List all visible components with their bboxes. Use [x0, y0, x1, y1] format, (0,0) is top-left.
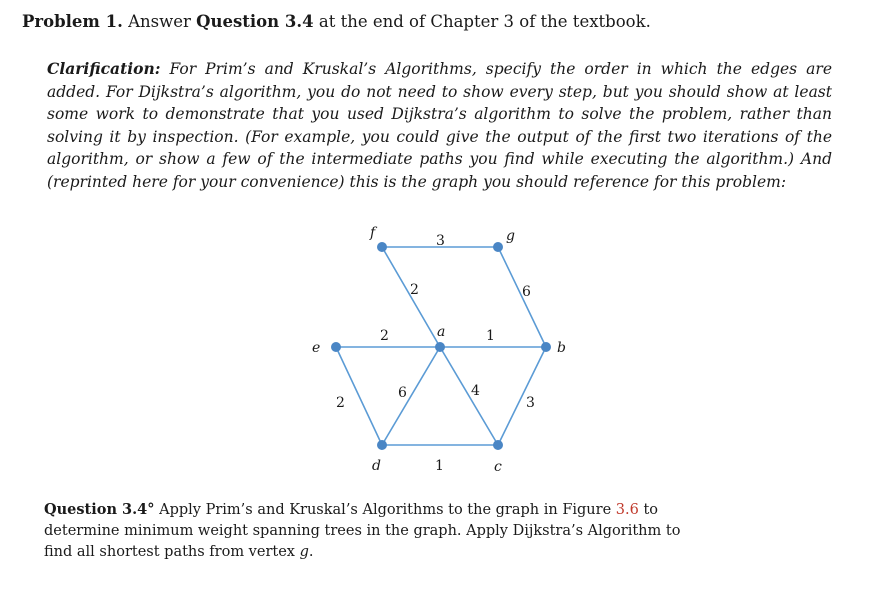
vertex-c-node — [494, 441, 503, 450]
question-vertex: g — [299, 544, 309, 560]
vertex-e-label: e — [312, 340, 321, 356]
clarification-body: For Prim’s and Kruskal’s Algorithms, specify the order in which the edges are added. For Dijkstra’s algorithm, you do not need to show every step, but you should show at least some work to demonstrate that you used Dijkstra’s algorithm to solve the problem, rather than solving it by inspection. (For example, you could give the output of the first two iterations of the algorithm, or show a few of the intermediate paths you find while executing the algorithm.) And (reprinted here for your convenience) this is the graph you should reference for this problem: — [47, 60, 832, 191]
weight-e-a: 2 — [380, 328, 389, 344]
question-paragraph — [44, 499, 684, 563]
problem-label: Problem 1. — [22, 12, 123, 31]
problem-question-ref: Question 3.4 — [196, 12, 314, 31]
weight-a-d: 6 — [398, 385, 407, 401]
vertex-c-label: c — [494, 459, 502, 475]
question-text-2: to determine minimum weight spanning trees in the graph. Apply Dijkstra’s Algorithm to find all shortest paths from vertex — [44, 502, 681, 560]
question-text-1: Apply Prim’s and Kruskal’s Algorithms to the graph in Figure — [154, 502, 616, 518]
clarification-paragraph — [47, 58, 832, 193]
figure-reference-link[interactable]: 3.6 — [615, 502, 639, 518]
weight-a-b: 1 — [486, 328, 495, 344]
vertex-f-node — [378, 243, 387, 252]
weight-f-g: 3 — [436, 233, 445, 249]
edge-a-d — [382, 347, 440, 445]
vertex-g-node — [494, 243, 503, 252]
vertex-d-label: d — [372, 458, 381, 474]
vertex-e-node — [332, 343, 341, 352]
graph-figure — [300, 215, 590, 480]
vertex-b-label: b — [557, 340, 566, 356]
edge-a-c — [440, 347, 498, 445]
clarification-lead: Clarification: — [47, 59, 161, 78]
weight-b-c: 3 — [526, 395, 535, 411]
weight-a-c: 4 — [471, 383, 480, 399]
weight-g-b: 6 — [522, 284, 531, 300]
question-label: Question 3.4° — [44, 501, 155, 518]
problem-statement — [22, 12, 852, 32]
vertex-b-node — [542, 343, 551, 352]
edge-b-c — [498, 347, 546, 445]
vertex-f-label: f — [370, 225, 376, 241]
problem-text-post: at the end of Chapter 3 of the textbook. — [313, 12, 651, 31]
problem-text-pre: Answer — [122, 12, 197, 31]
question-text-3: . — [308, 544, 314, 560]
vertex-a-label: a — [437, 324, 446, 340]
weight-e-d: 2 — [336, 395, 345, 411]
weight-f-a: 2 — [410, 282, 419, 298]
vertex-a-node — [436, 343, 445, 352]
weight-d-c: 1 — [435, 458, 444, 474]
vertex-g-label: g — [506, 228, 515, 244]
vertex-d-node — [378, 441, 387, 450]
graph-svg — [300, 215, 590, 480]
